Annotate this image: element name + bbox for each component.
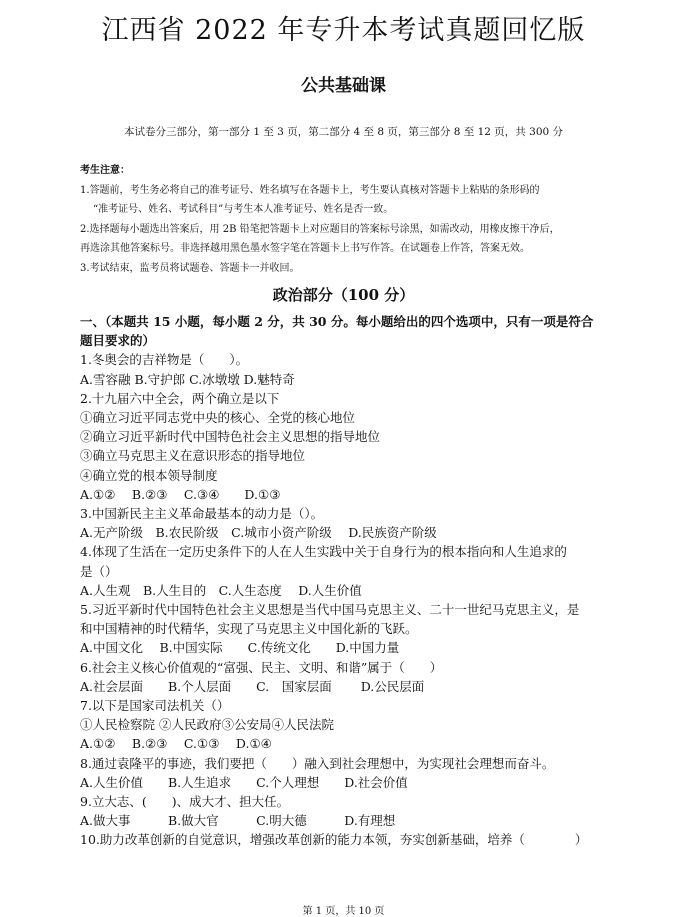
question-8-options: A.人生价值 B.人生追求 C.个人理想 D.社会价值 (80, 774, 408, 790)
question-6: 6.社会主义核心价值观的“富强、民主、文明、和谐”属于（ ） (80, 659, 443, 675)
question-2-statement-3: ③确立马克思主义在意识形态的指导地位 (80, 448, 306, 464)
candidate-notice (80, 161, 600, 278)
question-2-statement-2: ②确立习近平新时代中国特色社会主义思想的指导地位 (80, 429, 381, 445)
document-subtitle: 公共基础课 (301, 76, 386, 96)
question-7-options: A.①② B.②③ C.①③ D.①④ (80, 736, 272, 752)
question-6-options: A.社会层面 B.个人层面 C. 国家层面 D.公民层面 (80, 678, 425, 694)
question-10: 10.助力改革创新的自觉意识，增强改革创新的能力本领，夯实创新基础，培养（ ） (80, 832, 588, 848)
question-5: 5.习近平新时代中国特色社会主义思想是当代中国马克思主义、二十一世纪马克思主义，是 (80, 602, 580, 618)
notice-heading: 考生注意： (80, 165, 130, 176)
question-4-options: A.人生观 B.人生目的 C.人生态度 D.人生价值 (80, 582, 362, 598)
question-9-options: A.做大事 B.做大官 C.明大德 D.有理想 (80, 813, 396, 829)
notice-item-2: 2.选择题每小题选出答案后，用 2B 铅笔把答题卡上对应题目的答案标号涂黑，如需改动，用橡皮擦干净后， (80, 223, 560, 235)
section-instruction: 一、（本题共 15 小题，每小题 2 分，共 30 分。每小题给出的四个选项中，只有一项是符合 (80, 314, 594, 329)
notice-item-3: 3.考试结束，监考员将试题卷、答题卡一并收回。 (80, 262, 300, 274)
question-4-cont: 是（） (80, 563, 118, 579)
question-2-statement-4: ④确立党的根本领导制度 (80, 467, 218, 483)
notice-item-1: 1.答题前，考生务必将自己的准考证号、姓名填写在各题卡上，考生要认真核对答题卡上粘贴的条形码的 (80, 184, 540, 196)
question-7-statements: ①人民检察院 ②人民政府③公安局④人民法院 (80, 717, 334, 733)
question-2-statement-1: ①确立习近平同志党中央的核心、全党的核心地位 (80, 410, 356, 426)
question-2: 2.十九届六中全会，两个确立是以下 (80, 390, 280, 406)
exam-intro: 本试卷分三部分，第一部分 1 至 3 页，第二部分 4 至 8 页，第三部分 8 至 12 页，共 300 分 (123, 126, 564, 138)
question-8: 8.通过袁隆平的事迹，我们要把（ ）融入到社会理想中，为实现社会理想而奋斗。 (80, 755, 555, 771)
question-1-options: A.雪容融 B.守护郎 C.冰墩墩 D.魅特奇 (80, 371, 295, 387)
question-9: 9.立大志、( )、成大才、担大任。 (80, 794, 290, 810)
page-number: 第 1 页，共 10 页 (302, 906, 385, 917)
question-5-cont: 和中国精神的时代精华，实现了马克思主义中国化新的飞跃。 (80, 621, 418, 637)
notice-item-1-cont: “准考证号、姓名、考试科目”与考生本人准考证号、姓名是否一致。 (93, 204, 394, 215)
question-1: 1.冬奥会的吉祥物是（ ）。 (80, 352, 249, 368)
question-3-options: A.无产阶级 B.农民阶级 C.城市小资产阶级 D.民族资产阶级 (80, 525, 437, 541)
question-5-options: A.中国文化 B.中国实际 C.传统文化 D.中国力量 (80, 640, 400, 656)
question-3: 3.中国新民主主义革命最基本的动力是（）。 (80, 506, 324, 522)
question-4: 4.体现了生活在一定历史条件下的人在人生实践中关于自身行为的根本指向和人生追求的 (80, 544, 567, 560)
question-list (80, 312, 605, 850)
politics-section-title: 政治部分（100 分） (272, 286, 415, 304)
notice-item-2-cont: 再选涂其他答案标号。非选择越用黑色墨水签字笔在答题卡上书写作答。在试题卷上作答，答案无效。 (80, 243, 530, 254)
document-title: 江西省 2022 年专升本考试真题回忆版 (101, 15, 586, 46)
question-7: 7.以下是国家司法机关（） (80, 698, 230, 714)
question-2-options: A.①② B.②③ C.③④ D.①③ (80, 486, 281, 502)
section-instruction-cont: 题目要求的） (80, 333, 156, 349)
